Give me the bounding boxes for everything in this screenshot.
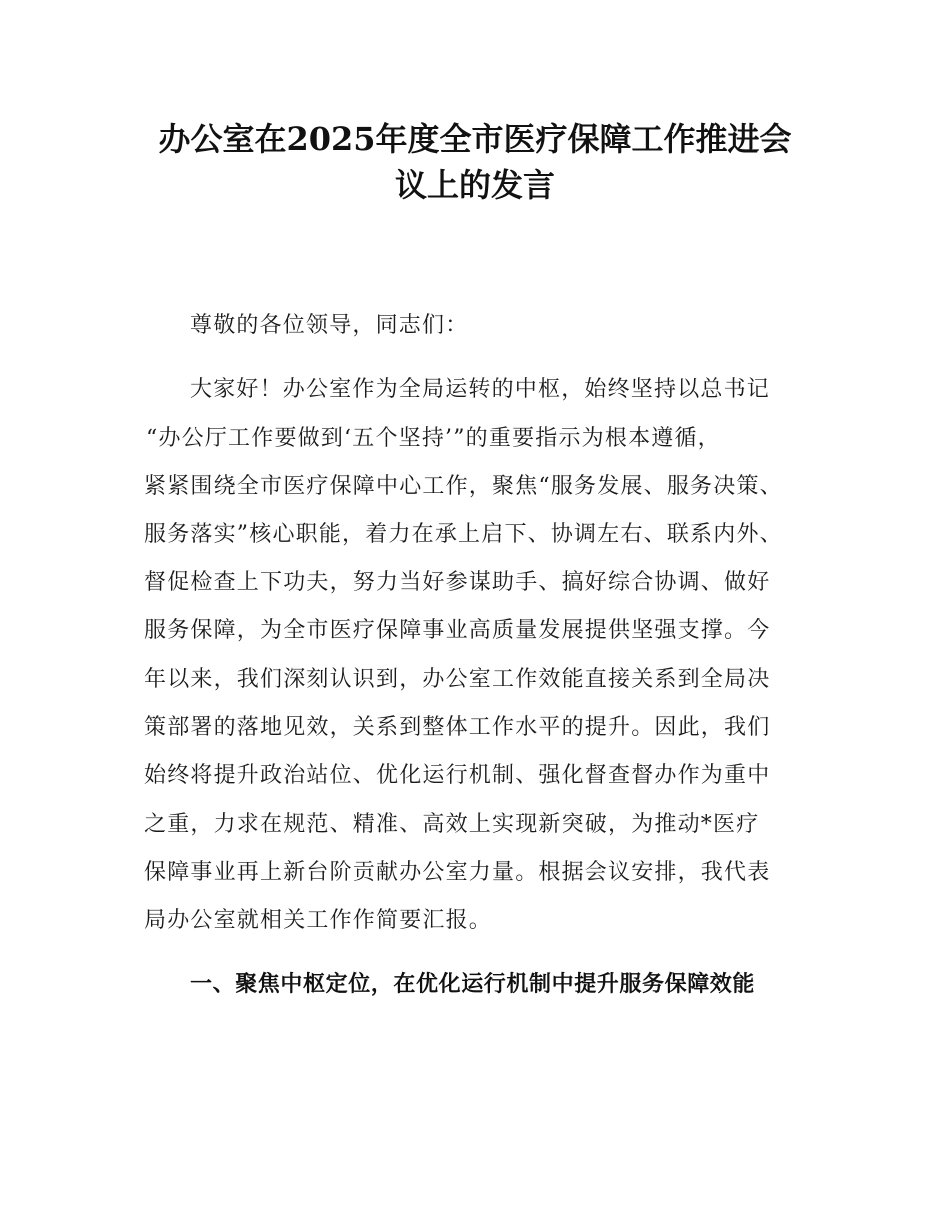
- paragraph-line: 大家好！办公室作为全局运转的中枢，始终坚持以总书记: [190, 377, 771, 402]
- paragraph-line: 督促检查上下功夫，努力当好参谋助手、搞好综合协调、做好: [144, 570, 771, 595]
- paragraph-line: 紧紧围绕全市医疗保障中心工作，聚焦“服务发展、服务决策、: [144, 474, 783, 499]
- paragraph-line: 始终将提升政治站位、优化运行机制、强化督查督办作为重中: [144, 763, 771, 788]
- document-title-line-1: 办公室在2025年度全市医疗保障工作推进会: [158, 120, 792, 158]
- paragraph-line: 局办公室就相关工作作简要汇报。: [144, 908, 493, 933]
- document-title-line-2: 议上的发言: [394, 166, 555, 204]
- paragraph-line: 保障事业再上新台阶贡献办公室力量。根据会议安排，我代表: [144, 860, 771, 885]
- salutation: 尊敬的各位领导，同志们：: [190, 313, 469, 338]
- section-heading: 一、聚焦中枢定位，在优化运行机制中提升服务保障效能: [190, 972, 756, 997]
- paragraph-line: 年以来，我们深刻认识到，办公室工作效能直接关系到全局决: [144, 667, 771, 692]
- paragraph-line: 服务保障，为全市医疗保障事业高质量发展提供坚强支撑。今: [144, 618, 771, 643]
- paragraph-line: 之重，力求在规范、精准、高效上实现新突破，为推动*医疗: [144, 812, 760, 837]
- paragraph-line: “办公厅工作要做到‘五个坚持’”的重要指示为根本遵循，: [146, 426, 721, 451]
- paragraph-line: 策部署的落地见效，关系到整体工作水平的提升。因此，我们: [144, 715, 771, 740]
- paragraph-line: 服务落实”核心职能，着力在承上启下、协调左右、联系内外、: [144, 522, 783, 547]
